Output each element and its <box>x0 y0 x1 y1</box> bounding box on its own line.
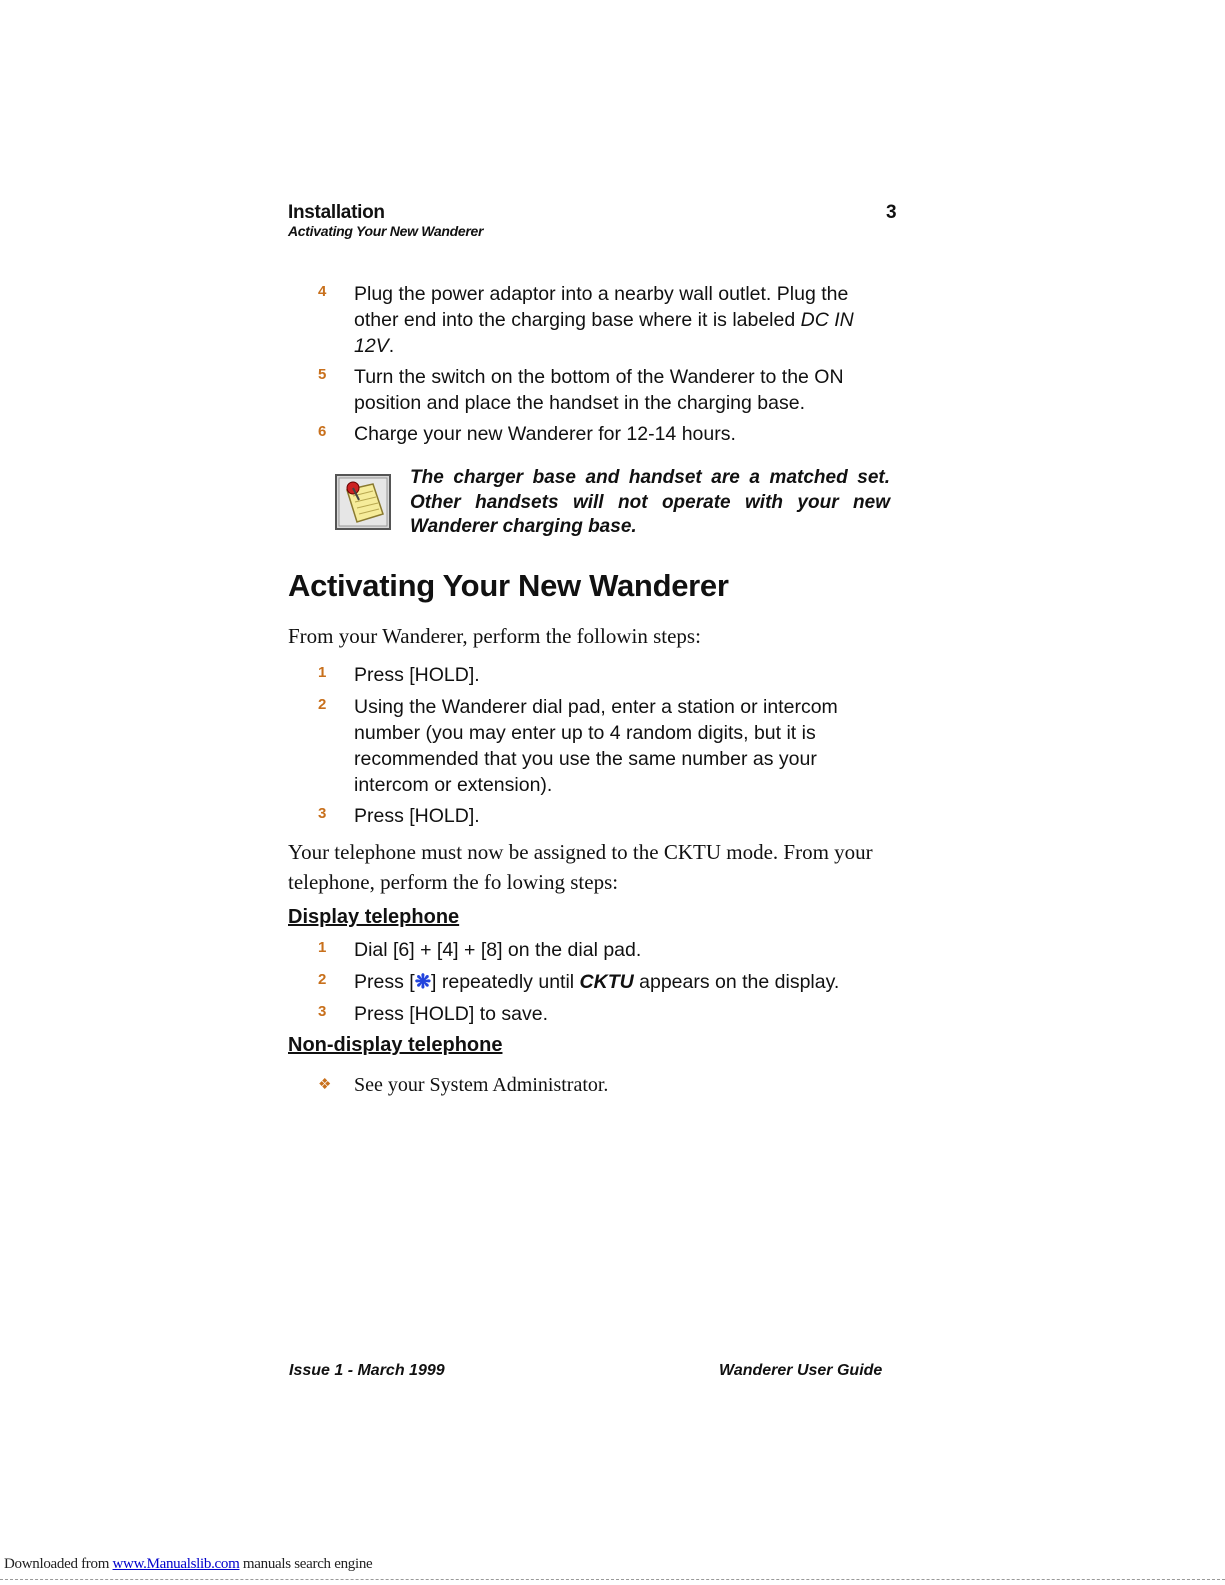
step-number: 2 <box>318 971 327 988</box>
step-text: Press [HOLD] to save. <box>354 1003 548 1025</box>
step-number: 3 <box>318 1003 327 1020</box>
display-telephone-heading: Display telephone <box>288 906 460 928</box>
step-text: Press [HOLD]. <box>354 805 480 827</box>
intro-paragraph: From your Wanderer, perform the followin steps: <box>288 624 701 648</box>
step-text: Charge your new Wanderer for 12-14 hours. <box>354 423 736 445</box>
page-number: 3 <box>886 202 897 223</box>
step-number: 1 <box>318 939 327 956</box>
diamond-bullet-icon: ❖ <box>318 1076 332 1093</box>
star-key-icon: ❋ <box>414 971 432 993</box>
header-title: Installation <box>288 202 385 223</box>
step-number: 2 <box>318 696 327 713</box>
step-number: 3 <box>318 805 327 822</box>
step-text: Plug the power adaptor into a nearby wall outlet. Plug the other end into the charging base where it is labeled DC IN 12V. <box>354 283 854 357</box>
step-number: 4 <box>318 283 327 300</box>
section-heading: Activating Your New Wanderer <box>288 568 729 603</box>
non-display-telephone-heading: Non-display telephone <box>288 1034 503 1056</box>
step-number: 1 <box>318 664 327 681</box>
step-text: Press [❋] repeatedly until CKTU appears on the display. <box>354 971 840 993</box>
divider <box>0 1579 1225 1580</box>
pushpin-note-icon <box>335 474 391 530</box>
list-item-text: See your System Administrator. <box>354 1074 609 1096</box>
footer-guide-title: Wanderer User Guide <box>719 1362 883 1379</box>
step-number: 5 <box>318 366 327 383</box>
download-bar: Downloaded from www.Manualslib.com manuals search engine <box>4 1556 373 1572</box>
note-text: The charger base and handset are a matched set. Other handsets will not operate with your new Wanderer charging base. <box>410 467 890 537</box>
step-text: Using the Wanderer dial pad, enter a station or intercom number (you may enter up to 4 random digits, but it is recommended that you use the same number as your intercom or extension). <box>354 696 838 796</box>
step-number: 6 <box>318 423 327 440</box>
step-text: Turn the switch on the bottom of the Wanderer to the ON position and place the handset in the charging base. <box>354 366 844 414</box>
footer-issue: Issue 1 - March 1999 <box>289 1362 445 1379</box>
step-text: Press [HOLD]. <box>354 664 480 686</box>
manualslib-link[interactable]: www.Manualslib.com <box>112 1556 240 1572</box>
header-subtitle: Activating Your New Wanderer <box>288 223 484 239</box>
cktu-paragraph: Your telephone must now be assigned to the CKTU mode. From your telephone, perform the fo lowing steps: <box>288 840 873 894</box>
step-text: Dial [6] + [4] + [8] on the dial pad. <box>354 939 642 961</box>
